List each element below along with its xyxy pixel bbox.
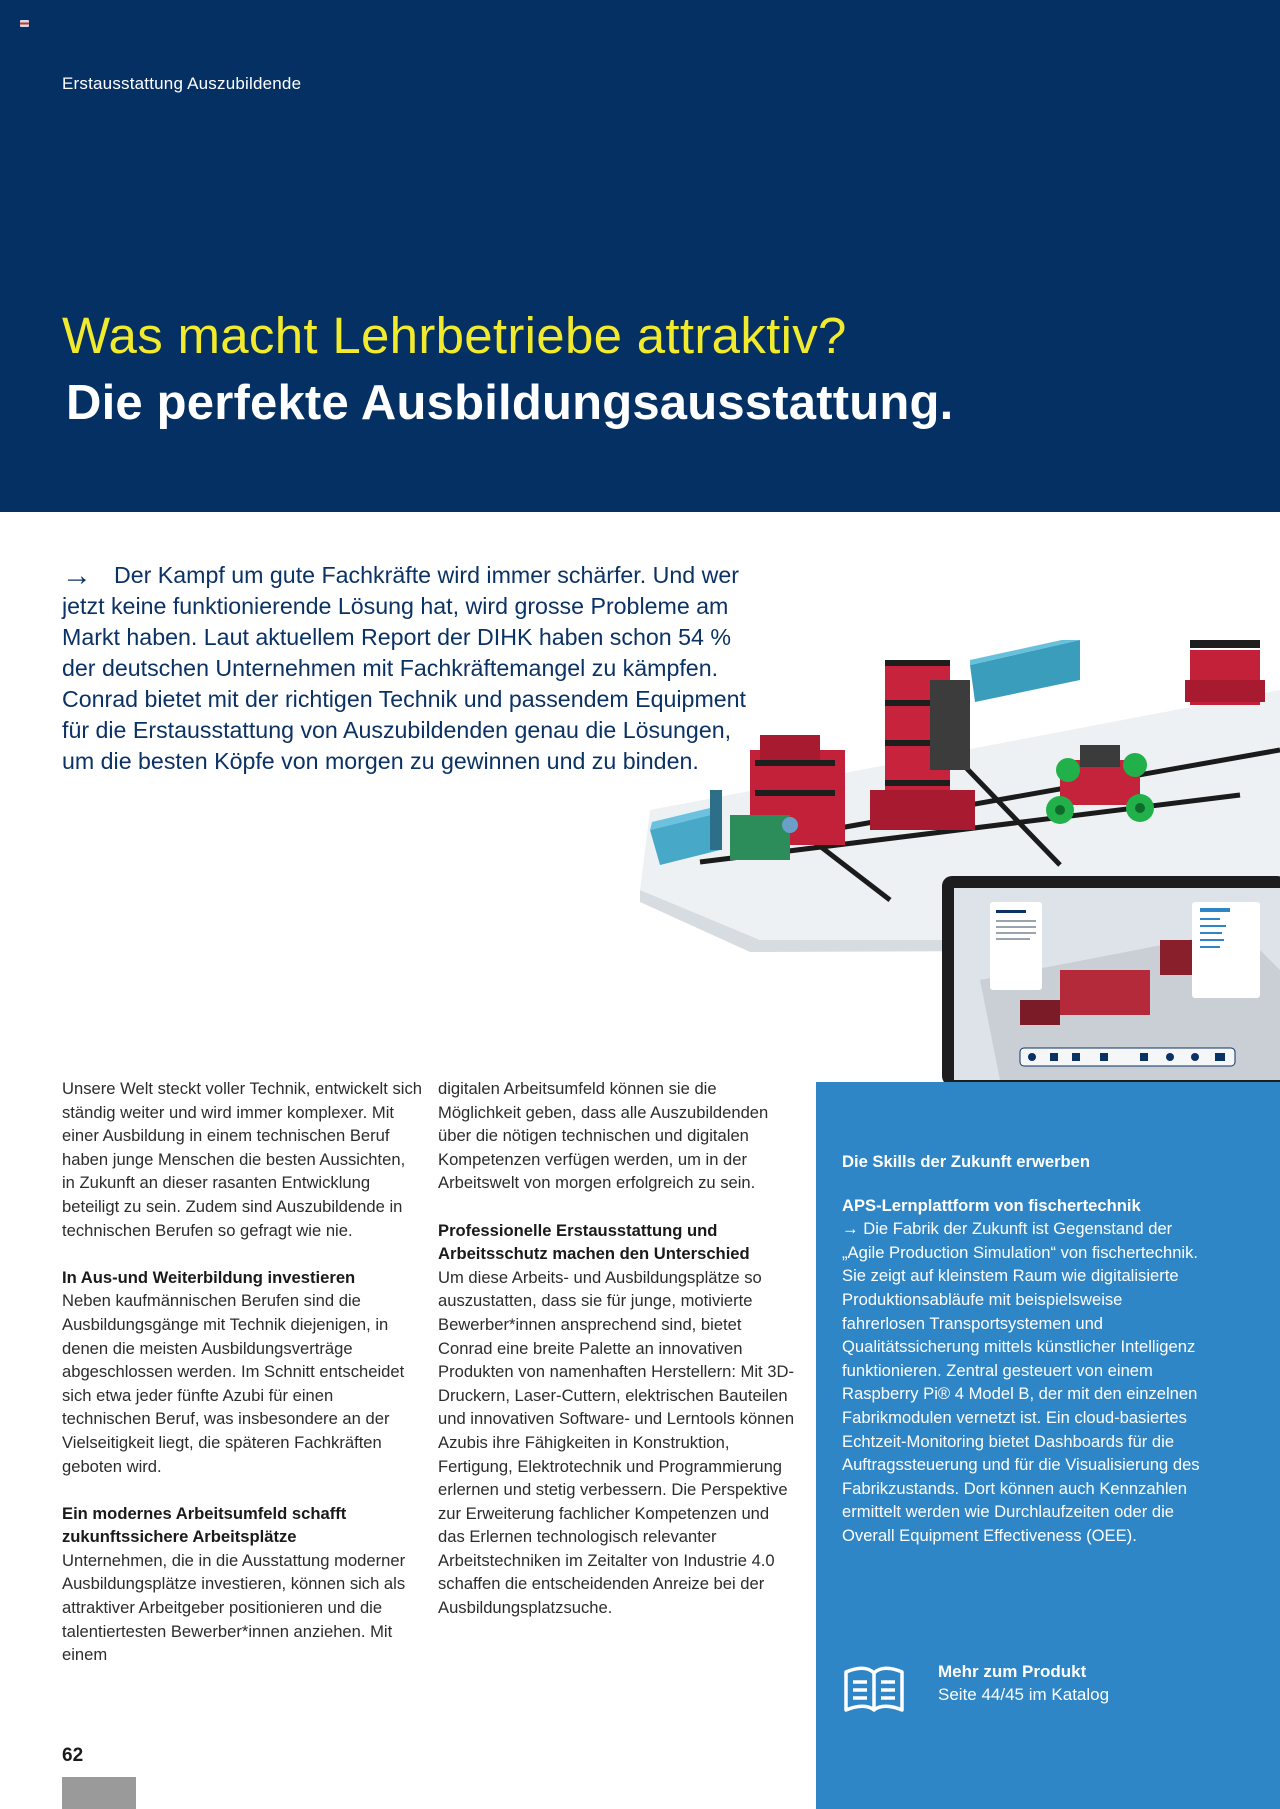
col2-paragraph-2: Um diese Arbeits- und Ausbildungsplätze so auszustatten, dass sie für junge, motivierte Bewerber*innen ansprechend sind, bietet Conrad eine breite Palette an innovativen Produkten von namenhaften Herstellern: Mit 3D-Druckern, Laser-Cuttern, elektrischen Bauteilen und innovativen Software- und Lerntools können Azubis ihre Fähigkeiten in Konstruktion, Fertigung, Elektrotechnik und Programmierung erlernen und stetig verbessern. Die Perspektive zur Erweiterung fachlicher Kompetenzen und das Erlernen technologisch relevanter Arbeitstechniken im Zeitalter von Industrie 4.0 schaffen die entscheidenden Anreize bei der Ausbildungsplatzsuche. [438,1267,795,1618]
page-title-line-2: Die perfekte Ausbildungsausstattung. [66,376,954,430]
text-column-1 [62,1077,422,1690]
col1-paragraph-1: Unsere Welt steckt voller Technik, entwickelt sich ständig weiter und wird immer komplexer. Mit einer Ausbildung in einem technischen Beruf haben junge Menschen die besten Aussichten, in Zukunft an dieser rasanten Entwicklung beteiligt zu sein. Zudem sind Auszubildende in technischen Berufen so gefragt wie nie. [62,1079,422,1240]
arrow-right-icon: → [842,1219,859,1239]
col1-paragraph-2: Neben kaufmännischen Berufen sind die Ausbildungsgänge mit Technik diejenigen, in denen die meisten Ausbildungsverträge abgeschlossen werden. Im Schnitt entscheidet sich etwa jeder fünfte Azubi für einen technischen Beruf, was insbesondere an der Vielseitigkeit liegt, die späteren Fachkräften geboten wird. [62,1291,405,1476]
page-number: 62 [62,1745,84,1766]
arrow-right-icon: → [62,559,92,592]
skills-box-subtitle: APS-Lernplattform von fischertechnik [842,1195,1141,1215]
flag-icon [20,20,29,27]
laptop [925,876,1280,1110]
text-column-2 [438,1077,800,1643]
col1-section-2 [62,1266,422,1478]
intro-text-2: Conrad bietet mit der richtigen Technik und passendem Equipment für die Erstausstattung von Auszubildenden genau die Lösungen, um die besten Köpfe von morgen zu gewinnen und zu binden. [62,686,746,774]
page-tab-marker [62,1777,136,1809]
red-station-right [1185,640,1265,705]
section-kicker: Erstausstattung Auszubildende [62,74,302,93]
red-tower [870,660,975,830]
skills-box-title: Die Skills der Zukunft erwerben [842,1152,1091,1171]
col1-section-3 [62,1502,422,1667]
more-about-product[interactable] [842,1662,1262,1722]
col1-subheading-2: In Aus-und Weiterbildung investieren [62,1267,356,1287]
skills-box-text: Die Fabrik der Zukunft ist Gegenstand der „Agile Production Simulation“ von fischertechnik. Sie zeigt auf kleinstem Raum wie digitalisierte Produktionsabläufe mit beispielsweise fahrerlosen Transportsystemen und Qualitätssicherung mittels künstlicher Intelligenz funktionieren. Zentral gesteuert von einem Raspberry Pi® 4 Model B, der mit den einzelnen Fabrikmodulen vernetzt ist. Ein cloud-basiertes Echtzeit-Monitoring bietet Dashboards für die Auftragssteuerung und für die Visualisierung des Fabrikzustands. Dort können auch Kennzahlen ermittelt werden wie Durchlaufzeiten oder die Overall Equipment Effectiveness (OEE). [842,1219,1200,1545]
intro-text: Der Kampf um gute Fachkräfte wird immer schärfer. Und wer jetzt keine funktionierende Lösung hat, wird grosse Probleme am Markt haben. Laut aktuellem Report der DIHK haben schon 54 % der deutschen Unternehmen mit Fachkräftemangel zu kämpfen. [62,562,739,681]
more-product-title: Mehr zum Produkt [938,1662,1087,1681]
col2-paragraph-1: digitalen Arbeitsumfeld können sie die Möglichkeit geben, dass alle Auszubildenden über die nötigen technischen und digitalen Kompetenzen verfügen werden, um in der Arbeitswelt von morgen erfolgreich zu sein. [438,1079,769,1193]
factory-model-illustration [640,640,1280,1110]
col1-paragraph-3: Unternehmen, die in die Ausstattung moderner Ausbildungsplätze investieren, können sich als attraktiver Arbeitgeber positionieren und die talentiertesten Bewerber*innen anziehen. Mit einem [62,1550,406,1665]
col2-subheading-2: Professionelle Erstausstattung und Arbeitsschutz machen den Unterschied [438,1220,750,1264]
skills-info-content [842,1150,1202,1548]
col2-section-2 [438,1219,800,1620]
header-band [0,0,1280,512]
book-icon [842,1664,906,1714]
col1-subheading-3: Ein modernes Arbeitsumfeld schafft zukunftssichere Arbeitsplätze [62,1503,347,1547]
page-title-line-1: Was macht Lehrbetriebe attraktiv? [62,307,847,364]
more-product-page-ref: Seite 44/45 im Katalog [938,1685,1110,1704]
skills-info-box [816,1082,1280,1809]
